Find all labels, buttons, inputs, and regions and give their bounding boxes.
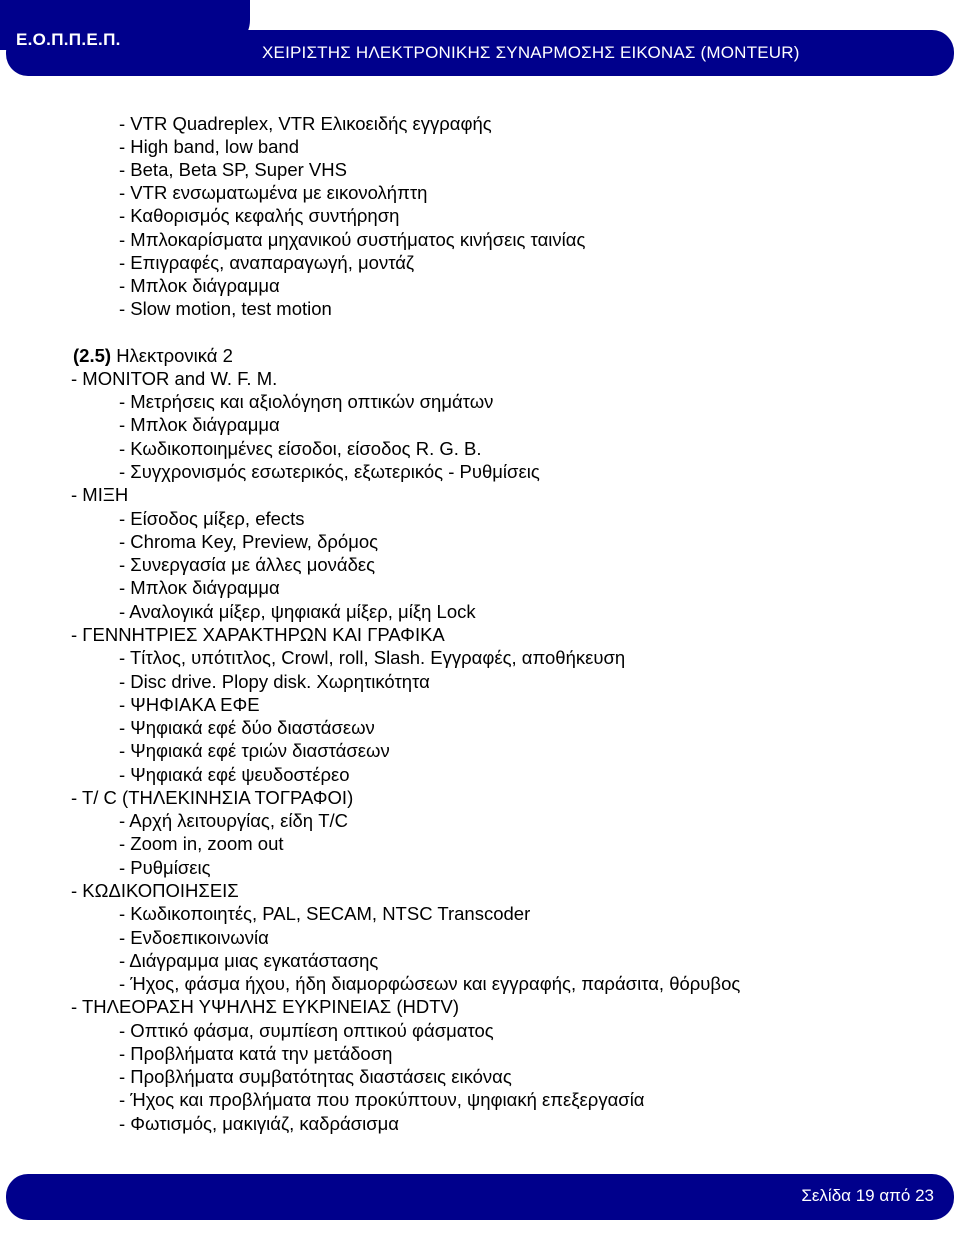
list-item: - Κωδικοποιητές, PAL, SECAM, NTSC Transcoder bbox=[119, 903, 531, 924]
list-item: - Ρυθμίσεις bbox=[119, 857, 211, 878]
list-item: - ΨΗΦΙΑΚΑ ΕΦΕ bbox=[119, 694, 260, 715]
list-item: - Ενδοεπικοινωνία bbox=[119, 927, 269, 948]
list-item: - MONITOR and W. F. M. bbox=[71, 368, 278, 389]
list-item: - High band, low band bbox=[119, 136, 299, 157]
list-item: - Επιγραφές, αναπαραγωγή, μοντάζ bbox=[119, 252, 415, 273]
list-item: - Προβλήματα κατά την μετάδοση bbox=[119, 1043, 393, 1064]
list-item: - Μετρήσεις και αξιολόγηση οπτικών σημάτων bbox=[119, 391, 494, 412]
page-number: Σελίδα 19 από 23 bbox=[801, 1186, 934, 1205]
list-item: - Κωδικοποιημένες είσοδοι, είσοδος R. G. B. bbox=[119, 438, 482, 459]
list-item: - Καθορισμός κεφαλής συντήρηση bbox=[119, 205, 400, 226]
header-org: Ε.Ο.Π.Π.Ε.Π. bbox=[16, 30, 121, 49]
list-item: - Μπλοκ διάγραμμα bbox=[119, 275, 280, 296]
list-item: - T/ C (ΤΗΛΕΚΙΝΗΣΙΑ ΤΟΓΡΑΦΟΙ) bbox=[71, 787, 354, 808]
list-item: - ΓΕΝΝΗΤΡΙΕΣ ΧΑΡΑΚΤΗΡΩΝ ΚΑΙ ΓΡΑΦΙΚΑ bbox=[71, 624, 445, 645]
list-item: - Προβλήματα συμβατότητας διαστάσεις εικόνας bbox=[119, 1066, 512, 1087]
list-item: - Φωτισμός, μακιγιάζ, καδράσισμα bbox=[119, 1113, 399, 1134]
list-item: - Μπλοκ διάγραμμα bbox=[119, 414, 280, 435]
section-title: Ηλεκτρονικά 2 bbox=[116, 345, 233, 366]
list-item: - Είσοδος μίξερ, efects bbox=[119, 508, 305, 529]
list-item: - Αρχή λειτουργίας, είδη T/C bbox=[119, 810, 349, 831]
section-heading bbox=[73, 344, 233, 367]
list-item: - Συγχρονισμός εσωτερικός, εξωτερικός - Ρυθμίσεις bbox=[119, 461, 540, 482]
list-item: - Ψηφιακά εφέ τριών διαστάσεων bbox=[119, 740, 390, 761]
list-item: - VTR Quadreplex, VTR Ελικοειδής εγγραφής bbox=[119, 113, 492, 134]
list-item: - Τίτλος, υπότιτλος, Crowl, roll, Slash. Εγγραφές, αποθήκευση bbox=[119, 647, 626, 668]
list-item: - Ήχος, φάσμα ήχου, ήδη διαμορφώσεων και εγγραφής, παράσιτα, θόρυβος bbox=[119, 973, 741, 994]
list-item: - Αναλογικά μίξερ, ψηφιακά μίξερ, μίξη Lock bbox=[119, 601, 476, 622]
list-item: - Διάγραμμα μιας εγκατάστασης bbox=[119, 950, 379, 971]
list-item: - Ήχος και προβλήματα που προκύπτουν, ψηφιακή επεξεργασία bbox=[119, 1089, 645, 1110]
list-item: - ΤΗΛΕΟΡΑΣΗ ΥΨΗΛΗΣ ΕΥΚΡΙΝΕΙΑΣ (HDTV) bbox=[71, 996, 460, 1017]
list-item: - VTR ενσωματωμένα με εικονολήπτη bbox=[119, 182, 428, 203]
list-item: - Συνεργασία με άλλες μονάδες bbox=[119, 554, 376, 575]
list-item: - Μπλοκ διάγραμμα bbox=[119, 577, 280, 598]
list-item: - Μπλοκαρίσματα μηχανικού συστήματος κινήσεις ταινίας bbox=[119, 229, 586, 250]
list-item: - Οπτικό φάσμα, συμπίεση οπτικού φάσματος bbox=[119, 1020, 494, 1041]
list-item: - Beta, Beta SP, Super VHS bbox=[119, 159, 347, 180]
list-item: - ΚΩΔΙΚΟΠΟΙΗΣΕΙΣ bbox=[71, 880, 239, 901]
list-item: - Zoom in, zoom out bbox=[119, 833, 284, 854]
header-title: ΧΕΙΡΙΣΤΗΣ ΗΛΕΚΤΡΟΝΙΚΗΣ ΣΥΝΑΡΜΟΣΗΣ ΕΙΚΟΝΑΣ (MONTEUR) bbox=[262, 43, 800, 62]
section-number: (2.5) bbox=[73, 345, 112, 366]
list-item: - Disc drive. Plopy disk. Χωρητικότητα bbox=[119, 671, 430, 692]
list-item: - Chroma Key, Preview, δρόμος bbox=[119, 531, 379, 552]
list-item: - Slow motion, test motion bbox=[119, 298, 332, 319]
list-item: - ΜΙΞΗ bbox=[71, 484, 129, 505]
list-item: - Ψηφιακά εφέ ψευδοστέρεο bbox=[119, 764, 350, 785]
list-item: - Ψηφιακά εφέ δύο διαστάσεων bbox=[119, 717, 375, 738]
